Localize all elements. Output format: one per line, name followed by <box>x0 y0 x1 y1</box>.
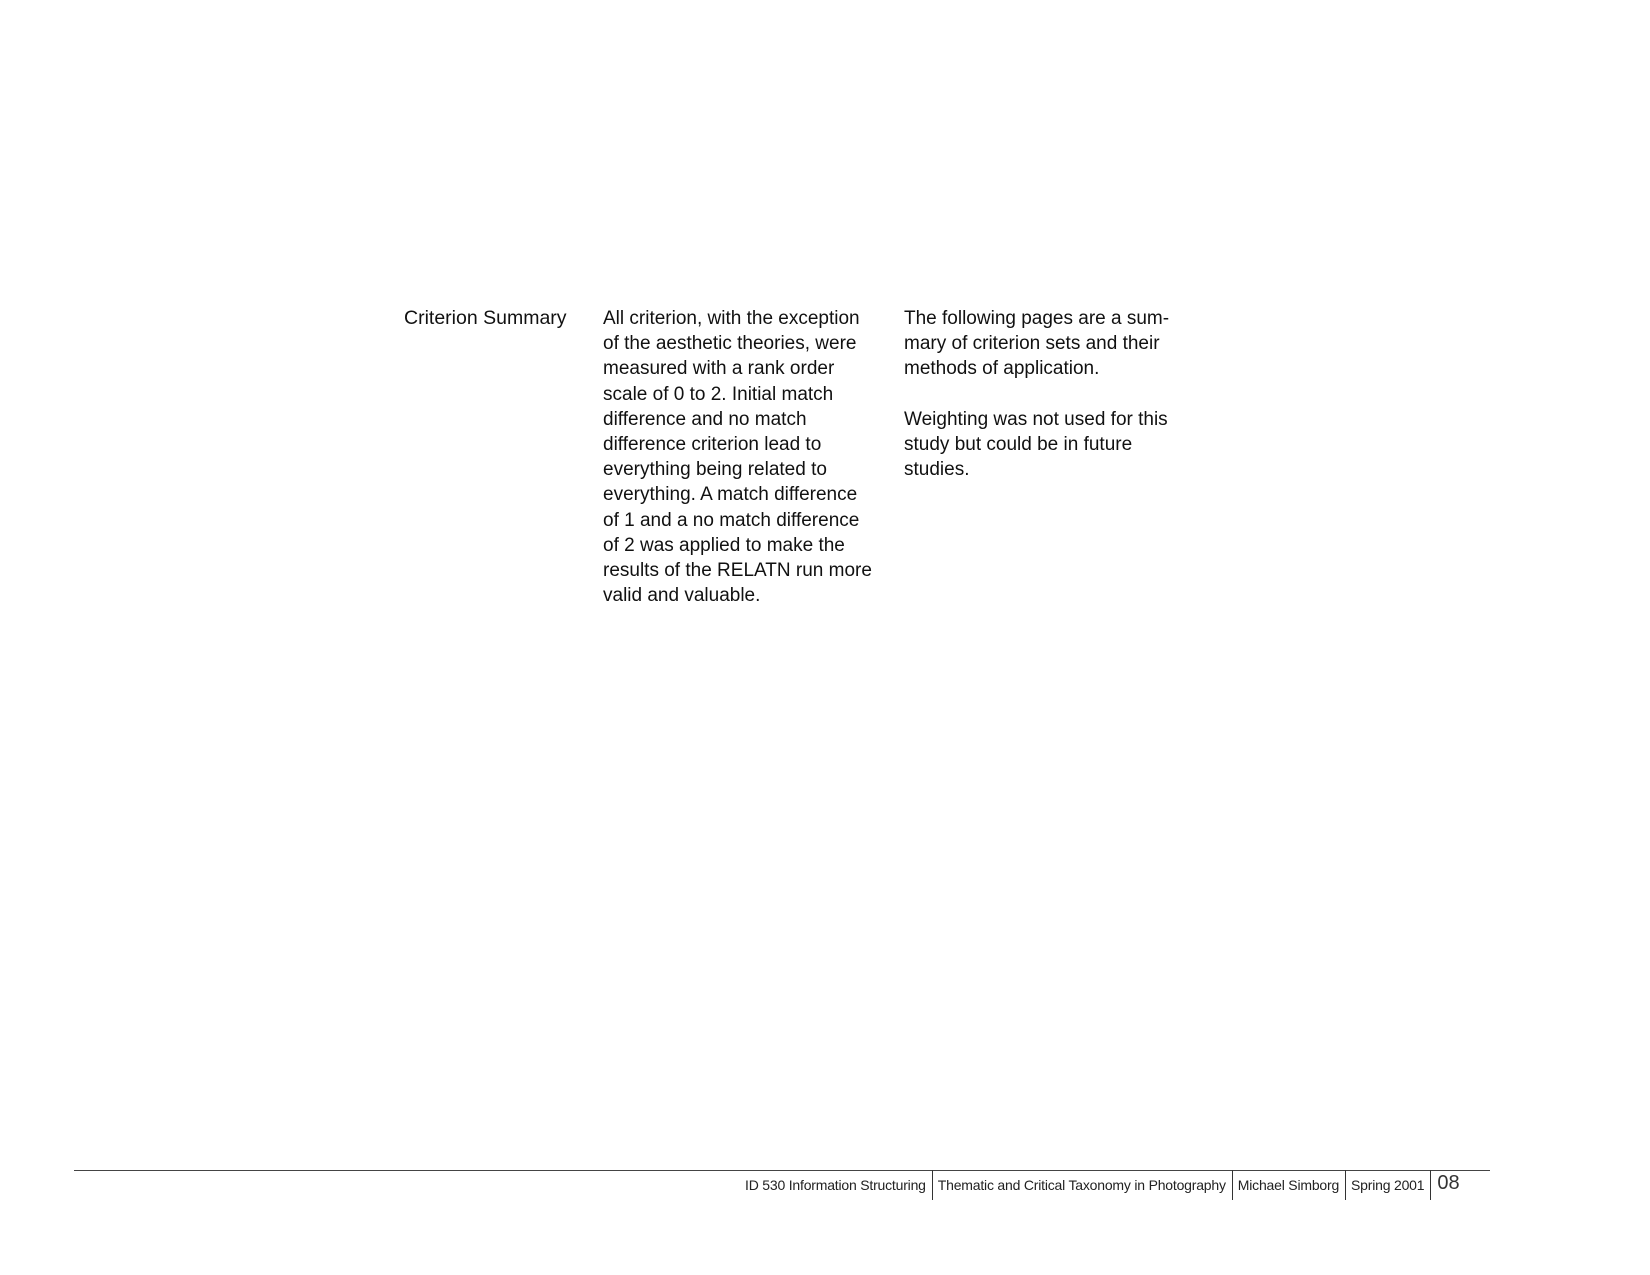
body-column-2 <box>904 306 1204 482</box>
footer-author: Michael Simborg <box>1233 1170 1346 1200</box>
footer-course: ID 530 Information Structuring <box>745 1170 933 1200</box>
section-title: Criterion Summary <box>404 307 567 329</box>
footer-project-title: Thematic and Critical Taxonomy in Photography <box>933 1170 1233 1200</box>
body-column-1 <box>603 306 903 608</box>
criterion-description-paragraph: All criterion, with the exception of the aesthetic theories, were measured with a rank order scale of 0 to 2. Initial match difference and no match difference criterion lead to everything being related to everything. A match difference of 1 and a no match difference of 2 was applied to make the results of the RELATN run more valid and valuable. <box>603 308 872 607</box>
summary-intro-paragraph: The following pages are a sum- mary of criterion sets and their methods of application. <box>904 308 1170 380</box>
footer-term: Spring 2001 <box>1346 1170 1431 1200</box>
page-number: 08 <box>1437 1172 1460 1194</box>
page-footer <box>745 1170 1460 1200</box>
weighting-note-paragraph: Weighting was not used for this study but could be in future studies. <box>904 408 1168 481</box>
